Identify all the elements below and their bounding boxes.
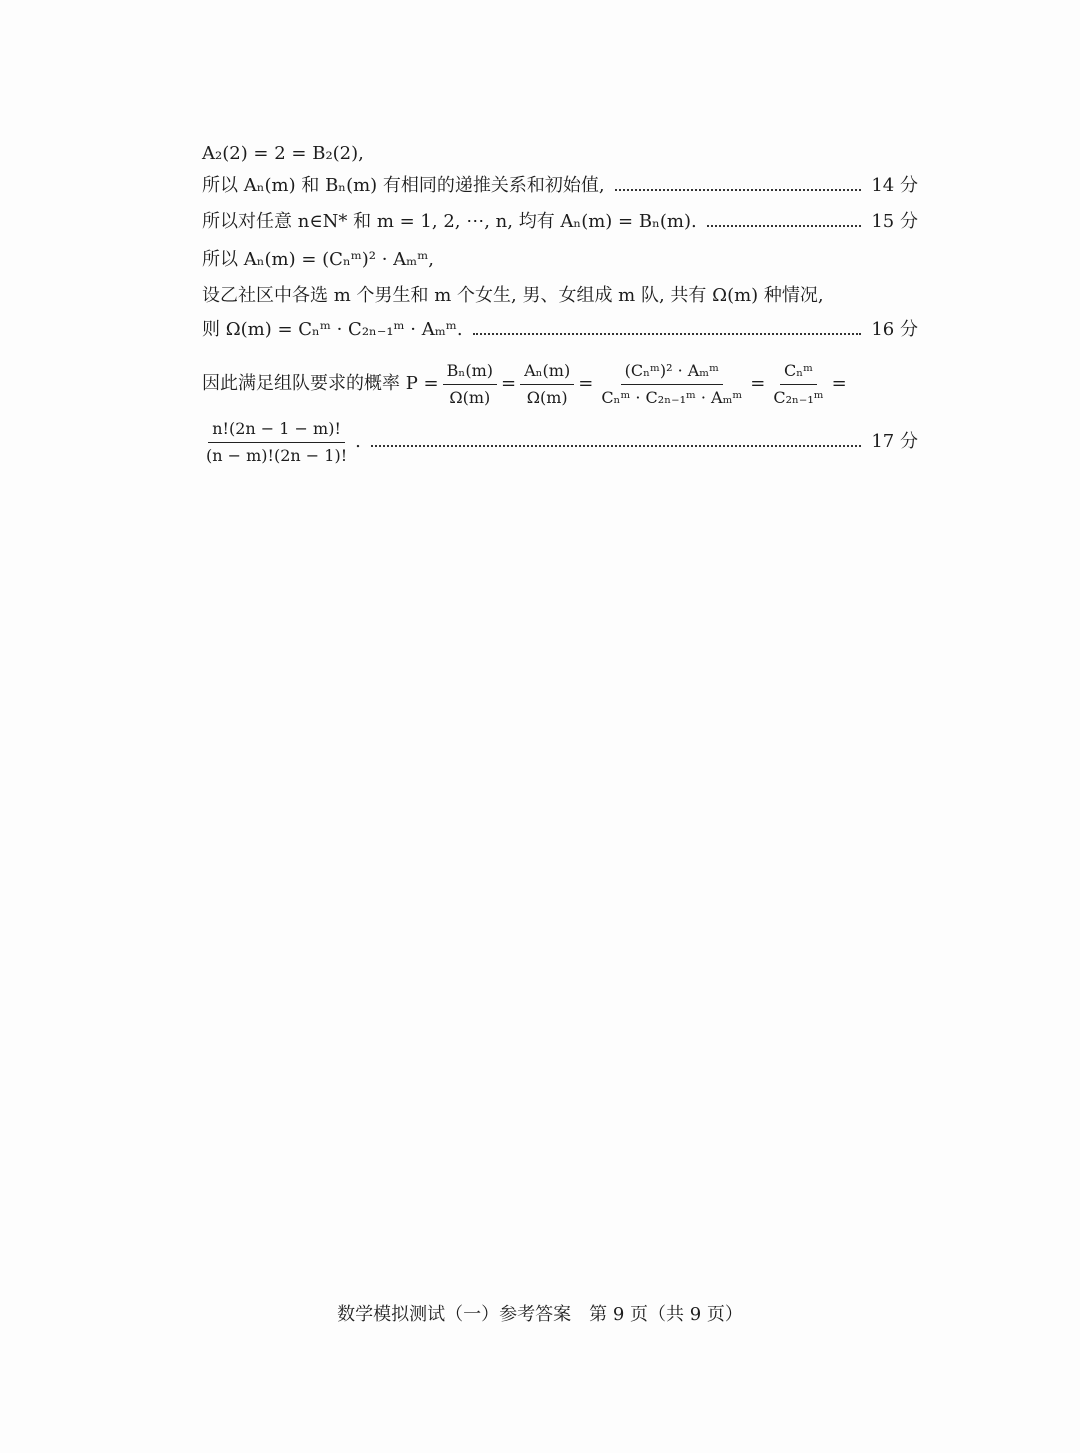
fraction-b-over-omega: [443, 360, 497, 409]
line-community-setup: [202, 285, 918, 307]
page-footer: 数学模拟测试（一）参考答案 第 9 页（共 9 页）: [337, 1304, 743, 1325]
fraction-combination-ratio: [597, 360, 746, 409]
dot-leader: [707, 225, 862, 227]
equals-sign: =: [831, 373, 847, 394]
equals-sign: =: [500, 373, 517, 394]
period: .: [355, 431, 361, 452]
line-final-result: [202, 420, 918, 464]
line-text: 则 Ω(m) = Cₙᵐ · C₂ₙ₋₁ᵐ · Aₘᵐ.: [202, 319, 463, 340]
score-label: 17 分: [871, 431, 918, 452]
line-text: 所以 Aₙ(m) 和 Bₙ(m) 有相同的递推关系和初始值,: [202, 175, 605, 196]
dot-leader: [473, 333, 862, 335]
fraction-a-over-omega: [520, 360, 574, 409]
fraction-denominator: Ω(m): [526, 387, 568, 407]
line-text: 设乙社区中各选 m 个男生和 m 个女生, 男、女组成 m 队, 共有 Ω(m) 种情况,: [202, 285, 824, 306]
dot-leader: [371, 445, 862, 447]
fraction-factorial-result: [202, 418, 351, 467]
line-text: 所以对任意 n∈N* 和 m = 1, 2, ⋯, n, 均有 Aₙ(m) = Bₙ(m).: [202, 211, 697, 232]
score-label: 14 分: [871, 175, 918, 196]
fraction-numerator: (Cₙᵐ)² · Aₘᵐ: [621, 360, 723, 385]
line-equal-for-all: [202, 211, 918, 233]
line-probability: [202, 362, 918, 406]
line-text: 所以 Aₙ(m) = (Cₙᵐ)² · Aₘᵐ,: [202, 249, 434, 270]
line-omega-formula: [202, 319, 918, 341]
line-same-recurrence: [202, 175, 918, 197]
fraction-denominator: Ω(m): [449, 387, 491, 407]
equals-sign: =: [750, 373, 766, 394]
fraction-denominator: C₂ₙ₋₁ᵐ: [773, 387, 824, 407]
fraction-numerator: Aₙ(m): [520, 360, 574, 385]
dot-leader: [615, 189, 862, 191]
score-label: 16 分: [871, 319, 918, 340]
fraction-denominator: (n − m)!(2n − 1)!: [206, 445, 348, 465]
fraction-numerator: n!(2n − 1 − m)!: [208, 418, 345, 443]
fraction-simplified: [769, 360, 827, 409]
equals-sign: =: [578, 373, 594, 394]
line-initial-value: [202, 143, 918, 165]
line-text: A₂(2) = 2 = B₂(2),: [202, 143, 364, 164]
line-an-formula: [202, 249, 918, 271]
score-label: 15 分: [871, 211, 918, 232]
fraction-numerator: Bₙ(m): [443, 360, 497, 385]
fraction-numerator: Cₙᵐ: [780, 360, 817, 385]
fraction-denominator: Cₙᵐ · C₂ₙ₋₁ᵐ · Aₘᵐ: [601, 387, 743, 407]
probability-lead: 因此满足组队要求的概率 P =: [202, 373, 439, 394]
